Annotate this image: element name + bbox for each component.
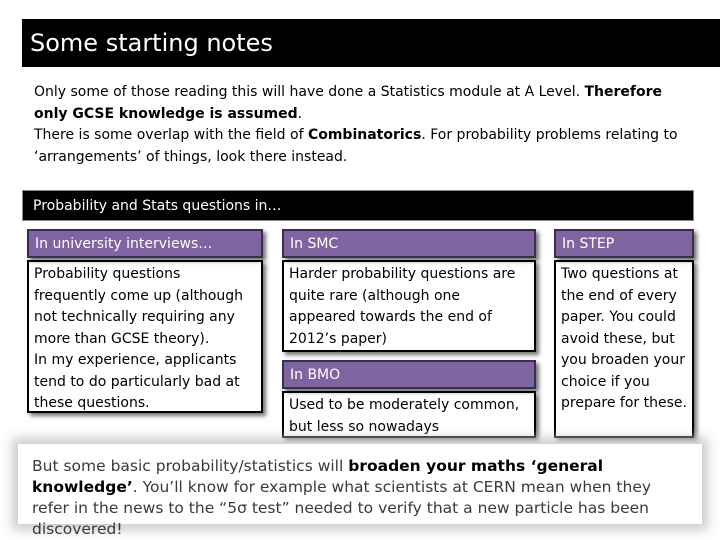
intro-p2-text: There is some overlap with the field of xyxy=(34,127,308,143)
bmo-body-text: Used to be moderately common, but less so nowadays xyxy=(289,397,520,435)
intro-text xyxy=(34,82,694,168)
intro-p2-end: . For probability problems relating to ‘arrangements’ of things, look there instead. xyxy=(34,127,678,165)
interviews-body xyxy=(27,260,263,413)
section-header-bar xyxy=(22,190,694,221)
callout-text xyxy=(32,456,688,540)
smc-body-text: Harder probability questions are quite rare (although one appeared towards the end of 2012’s paper) xyxy=(289,266,516,347)
smc-header xyxy=(282,229,536,258)
intro-paragraph-1 xyxy=(34,82,694,125)
step-body-text: Two questions at the end of every paper. You could avoid these, but you broaden your choice if you prepare for these. xyxy=(561,266,687,411)
step-header xyxy=(554,229,694,258)
intro-p2-bold: Combinatorics xyxy=(307,127,422,143)
smc-header-label: In SMC xyxy=(290,236,339,252)
intro-paragraph-2 xyxy=(34,125,694,168)
bmo-header-label: In BMO xyxy=(290,367,341,383)
intro-p1-bold: Therefore only GCSE knowledge is assumed xyxy=(34,84,663,122)
step-header-label: In STEP xyxy=(562,236,615,252)
slide-title: Some starting notes xyxy=(30,29,273,57)
slide-title-bar xyxy=(22,19,720,67)
bmo-body xyxy=(282,391,536,438)
callout-text-2: . You’ll know for example what scientists at CERN mean when they refer in the news to the “5σ test” needed to verify that a new particle has been discovered! xyxy=(32,478,652,538)
callout-text-1: But some basic probability/statistics will xyxy=(32,457,349,475)
intro-p1-text: Only some of those reading this will have done a Statistics module at A Level. xyxy=(34,84,585,100)
interviews-body-text-2: In my experience, applicants tend to do particularly bad at these questions. xyxy=(34,352,240,411)
smc-body xyxy=(282,260,536,352)
callout-box xyxy=(18,444,702,538)
interviews-header xyxy=(27,229,263,258)
interviews-header-label: In university interviews… xyxy=(35,236,213,252)
intro-p1-end: . xyxy=(297,105,303,122)
section-header: Probability and Stats questions in… xyxy=(33,198,282,214)
bmo-header xyxy=(282,360,536,389)
callout-bold: broaden your maths ‘general knowledge’ xyxy=(32,457,604,496)
interviews-body-text-1: Probability questions frequently come up (although not technically requiring any more than GCSE theory). xyxy=(34,266,244,347)
step-body xyxy=(554,260,694,438)
